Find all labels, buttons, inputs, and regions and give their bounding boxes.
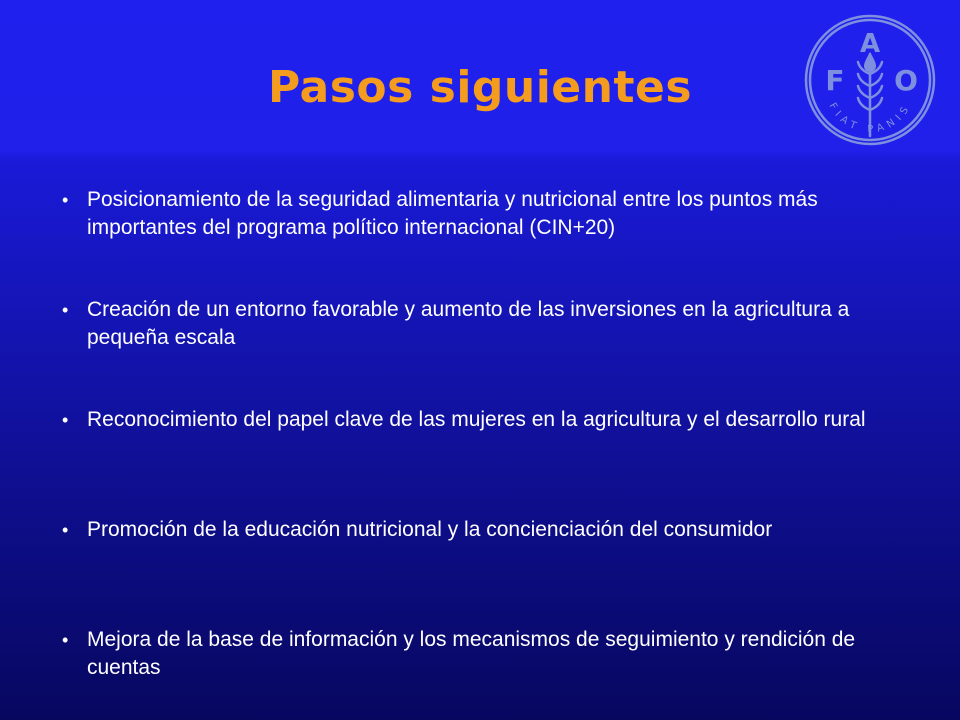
fao-logo-icon	[802, 12, 938, 148]
slide-title: Pasos siguientes	[267, 62, 693, 113]
logo-letter-o: O	[894, 64, 918, 97]
bullet-dot: •	[62, 190, 69, 210]
bullet-text: Posicionamiento de la seguridad alimentaria y nutricional entre los puntos más importantes del programa político internacional (CIN+20)	[87, 188, 818, 239]
bullet-item	[60, 626, 930, 682]
logo-letter-f: F	[825, 64, 845, 97]
bullet-list	[60, 186, 930, 720]
logo-letter-a: A	[859, 29, 881, 59]
bullet-text: Creación de un entorno favorable y aumento de las inversiones en la agricultura a pequeña escala	[87, 298, 850, 349]
bullet-item	[60, 406, 930, 462]
bullet-item	[60, 296, 930, 352]
bullet-dot: •	[62, 520, 69, 540]
bullet-text: Promoción de la educación nutricional y la concienciación del consumidor	[87, 518, 773, 541]
bullet-dot: •	[62, 630, 69, 650]
bullet-dot: •	[62, 300, 69, 320]
logo-motto: FIAT PANIS	[826, 101, 914, 136]
bullet-item	[60, 186, 930, 242]
bullet-dot: •	[62, 410, 69, 430]
bullet-item	[60, 516, 930, 572]
bullet-text: Mejora de la base de información y los mecanismos de seguimiento y rendición de cuentas	[87, 628, 856, 679]
bullet-text: Reconocimiento del papel clave de las mujeres en la agricultura y el desarrollo rural	[87, 408, 866, 431]
